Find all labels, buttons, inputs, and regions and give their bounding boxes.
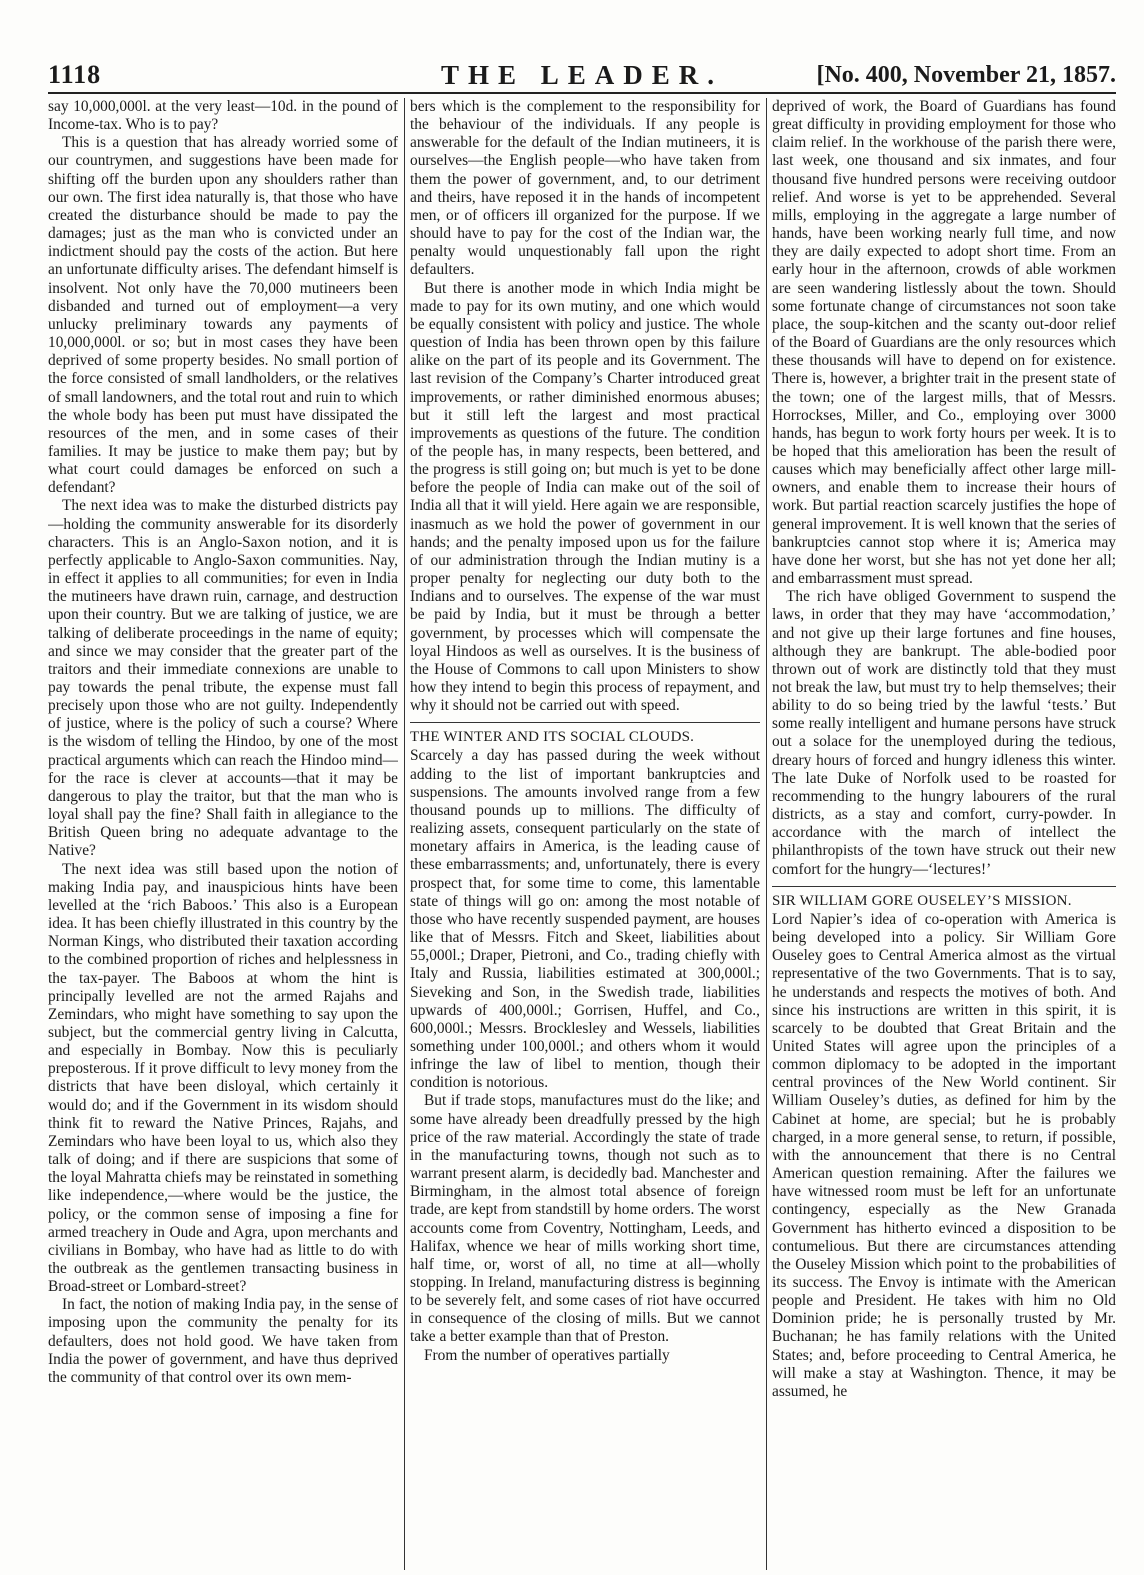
column-divider [766, 98, 767, 1570]
article-separator [410, 722, 760, 723]
masthead-rule [48, 92, 1116, 94]
article-heading: THE WINTER AND ITS SOCIAL CLOUDS. [410, 729, 695, 746]
page-number: 1118 [48, 60, 102, 89]
paragraph: The next idea was still based upon the notion of making India pay, and inauspicious hints have been levelled at the ‘rich Baboos.’ This also is a European idea. It has been chiefly illustrated in this country by the Norman Kings, who distributed their taxation according to the combined proportion of riches and helplessness in the tax-payer. The Baboos at whom the hint is principally levelled are not the armed Rajahs and Zemindars, who might have something to say upon the subject, but the commercial gentry living in Calcutta, and especially in Bombay. Now this is peculiarly preposterous. If it prove difficult to levy money from the districts that have been disloyal, which certainly it would do; and if the Government in its wisdom should think fit to reward the Native Princes, Rajahs, and Zemindars who have been loyal to us, which also they talk of doing; and if there are suspicions that some of the loyal Mahratta chiefs may be reinstated in something like independence,—where would be the justice, the policy, or the common sense of imposing a fine for armed treachery in Oude and Agra, upon merchants and civilians in Bombay, who have had as little to do with the outbreak as the gentlemen transacting business in Broad-street or Lombard-street? [48, 860, 398, 1296]
paragraph: Scarcely a day has passed during the week without adding to the list of important bankruptcies and suspensions. The amounts involved range from a few thousand pounds up to millions. The difficulty of realizing assets, consequent particularly on the state of monetary affairs in America, is the leading cause of these embarrassments; and, unfortunately, there is every prospect that, for some time to come, this lamentable state of things will go on: among the most notable of those who have recently suspended payment, are houses like that of Messrs. Fitch and Skeet, liabilities about 55,000l.; Draper, Pietroni, and Co., trading chiefly with Italy and Russia, liabilities estimated at 300,000l.; Sieveking and Son, in the Swedish trade, liabilities upwards of 400,000l.; Gorrisen, Huffel, and Co., 600,000l.; Messrs. Brocklesley and Wessels, liabilities something under 100,000l.; and others whom it would infringe the law of libel to mention, though their condition is notorious. [410, 747, 760, 1092]
paragraph: In fact, the notion of making India pay, in the sense of imposing upon the community the penalty for its defaulters, does not hold good. We have taken from India the power of government, and have thus deprived the community of that control over its own mem- [48, 1296, 398, 1386]
column-divider [404, 98, 405, 1570]
column-2 [410, 98, 760, 1570]
paragraph: deprived of work, the Board of Guardians has found great difficulty in providing employment for those who claim relief. In the workhouse of the parish there were, last week, one thousand and six inmates, and four thousand five hundred persons were receiving outdoor relief. And worse is yet to be apprehended. Several mills, employing in the aggregate a large number of hands, have been working nearly full time, and now they are daily expected to adopt short time. From an early hour in the afternoon, crowds of able workmen are seen wandering listlessly about the town. Should some fortunate change of circumstances not soon take place, the soup-kitchen and the scanty out-door relief of the Board of Guardians are the only resources which these thousands will have to depend on for existence. There is, however, a brighter trait in the present state of the town; one of the largest mills, that of Messrs. Horrockses, Miller, and Co., employing over 3000 hands, has begun to work forty hours per week. It is to be hoped that this amelioration has been the result of causes which may beneficially affect other large mill-owners, and enable them to increase their hours of work. But partial reaction scarcely justifies the hope of general improvement. It is well known that the series of bankruptcies cannot stop where it is; America may have done her worst, but she has not yet done her all; and embarrassment must spread. [772, 98, 1116, 588]
masthead [48, 60, 1116, 94]
paragraph: This is a question that has already worried some of our countrymen, and suggestions have been made for shifting off the burden upon any shoulders rather than our own. The first idea naturally is, that those who have created the disturbance should be made to pay the damages; just as the man who is convicted under an indictment should pay the costs of the action. But here an unfortunate difficulty arises. The defendant himself is insolvent. Not only have the 70,000 mutineers been disbanded and turned out of employment—a very unlucky preliminary towards any payments of 10,000,000l. or so; but in most cases they have been deprived of some property besides. No small portion of the force consisted of small landholders, or the relatives of small landowners, and the total rout and ruin to which the whole body has been put must have dissipated the resources of the men, and in some cases of their families. It may be justice to make them pay; but by what court could damages be enforced on such a defendant? [48, 134, 398, 497]
paragraph: say 10,000,000l. at the very least—10d. in the pound of Income-tax. Who is to pay? [48, 98, 398, 134]
article-heading: SIR WILLIAM GORE OUSELEY’S MISSION. [772, 892, 1072, 909]
article-separator [772, 886, 1116, 887]
paragraph: From the number of operatives partially [424, 1346, 670, 1364]
paragraph: The rich have obliged Government to suspend the laws, in order that they may have ‘accommodation,’ and not give up their large fortunes and fine houses, although they are bankrupt. The able-bodied poor thrown out of work are distinctly told that they must not break the law, but must try to help themselves; their ability to do so being tried by the lawful ‘tests.’ But some really intelligent and humane persons have struck out a solace for the unemployed during the tedious, dreary hours of forced and hungry idleness this winter. The late Duke of Norfolk used to be roasted for recommending to the hungry labourers of the rural districts, as a stay and comfort, curry-powder. In accordance with the march of intellect the philanthropists of the town have struck out their new comfort for the hungry—‘lectures!’ [772, 588, 1116, 878]
column-1 [48, 98, 398, 1570]
paragraph: The next idea was to make the disturbed districts pay—holding the community answerable for its disorderly characters. This is an Anglo-Saxon notion, and it is perfectly applicable to Anglo-Saxon communities. Nay, in effect it applies to all communities; for even in India the mutineers have drawn ruin, carnage, and destruction upon their country. But we are talking of justice, we are talking of deliberate proceedings in the name of equity; and since we may consider that the greater part of the traitors and their immediate connexions are unable to pay towards the penal tribute, the expense must fall precisely upon those who are not guilty. Independently of justice, where is the policy of such a course? Where is the wisdom of telling the Hindoo, by one of the most practical arguments which can reach the Hindoo mind—for the race is clever at accounts—that it may be dangerous to play the traitor, but that the man who is loyal shall pay the fine? Shall faith in allegiance to the British Queen bring no adequate advantage to the Native? [48, 497, 398, 860]
paragraph: But there is another mode in which India might be made to pay for its own mutiny, and one which would be equally consistent with policy and justice. The whole question of India has been thrown open by this failure alike on the part of its people and its Government. The last revision of the Company’s Charter introduced great improvements, or rather diminished enormous abuses; but it still left the largest and most practical improvements as questions of the future. The condition of the people has, in many respects, been bettered, and the progress is still going on; but much is yet to be done before the people of India can make out of the soil of India all that it will yield. Here again we are responsible, inasmuch as we hold the power of government in our hands; and the penalty imposed upon us for the failure of our administration through the Indian mutiny is a proper penalty for neglecting our duty both to the Indians and to ourselves. The expense of the war must be paid by India, but it must be through a better government, by processes which will compensate the loyal Hindoos as well as ourselves. It is the business of the House of Commons to call upon Ministers to show how they intend to begin this process of repayment, and why it should not be carried out with speed. [410, 279, 760, 715]
column-3 [772, 98, 1116, 1570]
paragraph: Lord Napier’s idea of co-operation with America is being developed into a policy. Sir William Gore Ouseley goes to Central America almost as the virtual representative of the two Governments. That is to say, he understands and respects the motives of both. And since his instructions are written in this spirit, it is scarcely to be doubted that Great Britain and the United States will agree upon the principles of a common diplomacy to be adopted in the important central provinces of the New World continent. Sir William Ouseley’s duties, as defined for him by the Cabinet at home, are special; but he is probably charged, in a more general sense, to return, if possible, with the announcement that there is no Central American question remaining. After the failures we have witnessed room must be left for an unfortunate contingency, especially as the New Granada Government has hitherto evinced a disposition to be contumelious. But there are circumstances attending the Ouseley Mission which point to the probabilities of its success. The Envoy is intimate with the American people and President. He takes with him no Old Dominion pride; he is personally trusted by Mr. Buchanan; he has family relations with the United States; and, before proceeding to Central America, he will make a stay at Washington. Thence, it may be assumed, he [772, 910, 1116, 1400]
issue-dateline: [No. 400, November 21, 1857. [816, 62, 1116, 88]
newspaper-title: THE LEADER. [440, 60, 724, 90]
paragraph: But if trade stops, manufactures must do the like; and some have already been dreadfully pressed by the high price of the raw material. Accordingly the state of trade in the manufacturing towns, though not such as to warrant present alarm, is decidedly bad. Manchester and Birmingham, in the almost total absence of foreign trade, are kept from standstill by home orders. The worst accounts come from Coventry, Nottingham, Leeds, and Halifax, whence we hear of mills working short time, half time, or, worst of all, no time at all—wholly stopping. In Ireland, manufacturing distress is beginning to be severely felt, and some cases of riot have occurred in consequence of the closing of mills. But we cannot take a better example than that of Preston. [410, 1092, 760, 1346]
paragraph: bers which is the complement to the responsibility for the behaviour of the individuals. If any people is answerable for the default of the Indian mutineers, it is ourselves—the English people—who have taken from them the power of government, and, to our detriment and theirs, have reposed it in the hands of incompetent men, or of officers ill organized for the purpose. If we should have to pay for the cost of the Indian war, the penalty would unquestionably fall upon the right defaulters. [410, 98, 760, 279]
